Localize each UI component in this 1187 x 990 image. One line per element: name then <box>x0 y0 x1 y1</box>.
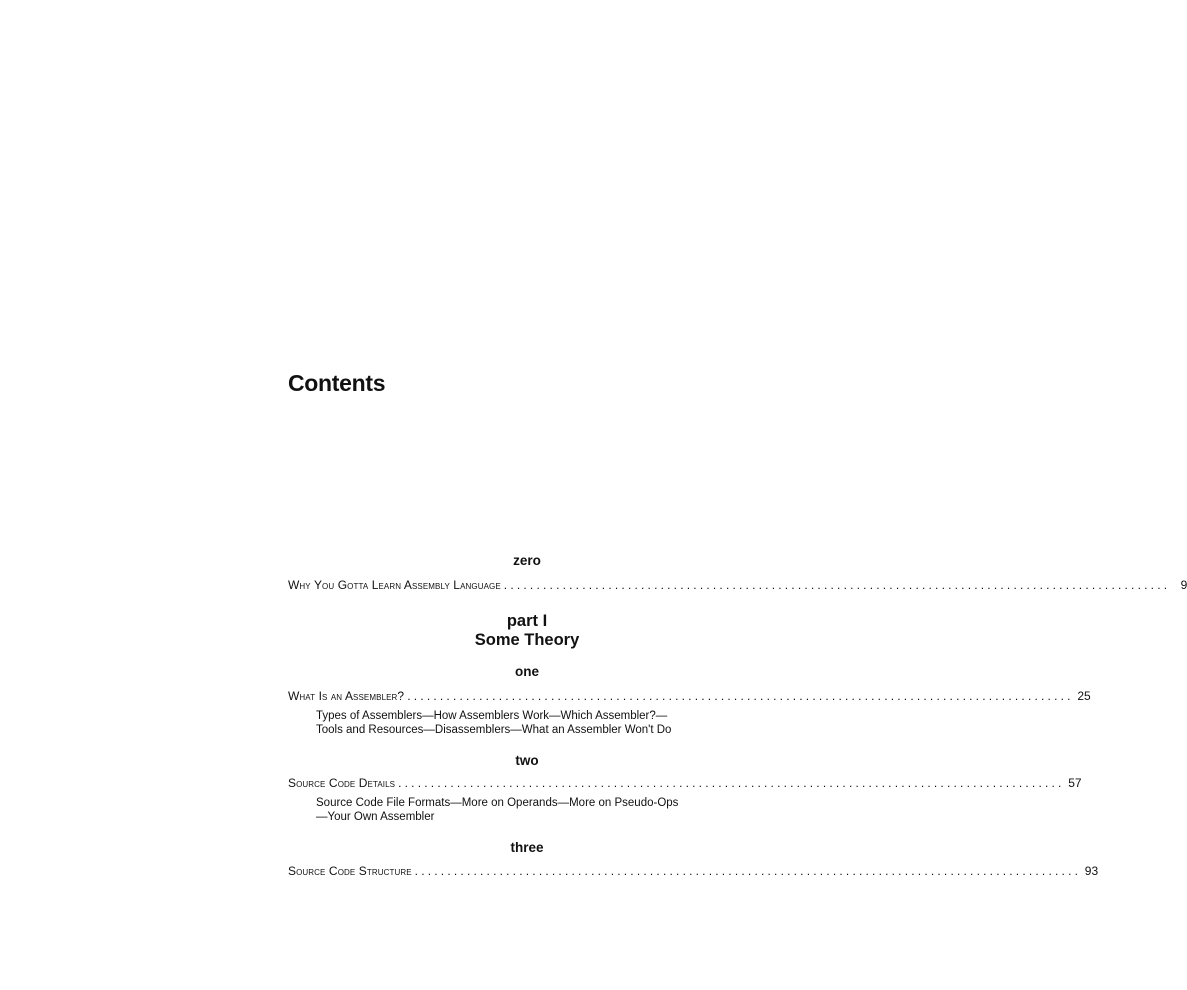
part-name: Some Theory <box>474 631 580 649</box>
toc-entry-zero[interactable] <box>288 578 1187 593</box>
toc-entry-page: 25 <box>1077 689 1091 703</box>
chapter-summary-one: Types of Assemblers—How Assemblers Work—Which Assembler?—Tools and Resources—Disassemblers—What an Assembler Won't Do <box>316 710 672 736</box>
toc-entry-two[interactable] <box>288 776 1082 791</box>
toc-entry-title: Source Code Structure <box>288 864 412 878</box>
toc-entry-title: Why You Gotta Learn Assembly Language <box>288 578 501 592</box>
part-label: part I <box>506 612 548 630</box>
chapter-summary-two: Source Code File Formats—More on Operands—More on Pseudo-Ops—Your Own Assembler <box>316 797 679 823</box>
chapter-number-one: one <box>514 664 539 679</box>
toc-entry-title: Source Code Details <box>288 776 396 790</box>
table-of-contents <box>288 553 1187 879</box>
dot-leader: ...................................................................................................... <box>414 864 1082 878</box>
toc-entry-page: 93 <box>1084 864 1099 878</box>
dot-leader: ...................................................................................................... <box>503 578 1171 592</box>
chapter-number-three: three <box>510 840 544 855</box>
chapter-number-two: two <box>515 753 539 768</box>
dot-leader: ...................................................................................................... <box>398 776 1065 790</box>
toc-entry-title: What Is an Assembler? <box>288 689 405 703</box>
chapter-number-zero: zero <box>513 553 541 568</box>
page-title: Contents <box>288 370 386 396</box>
toc-entry-one[interactable] <box>288 689 1091 704</box>
dot-leader: ...................................................................................................... <box>407 689 1074 703</box>
toc-entry-three[interactable] <box>288 864 1099 879</box>
toc-entry-page: 57 <box>1068 776 1082 790</box>
toc-entry-page: 9 <box>1180 578 1187 592</box>
